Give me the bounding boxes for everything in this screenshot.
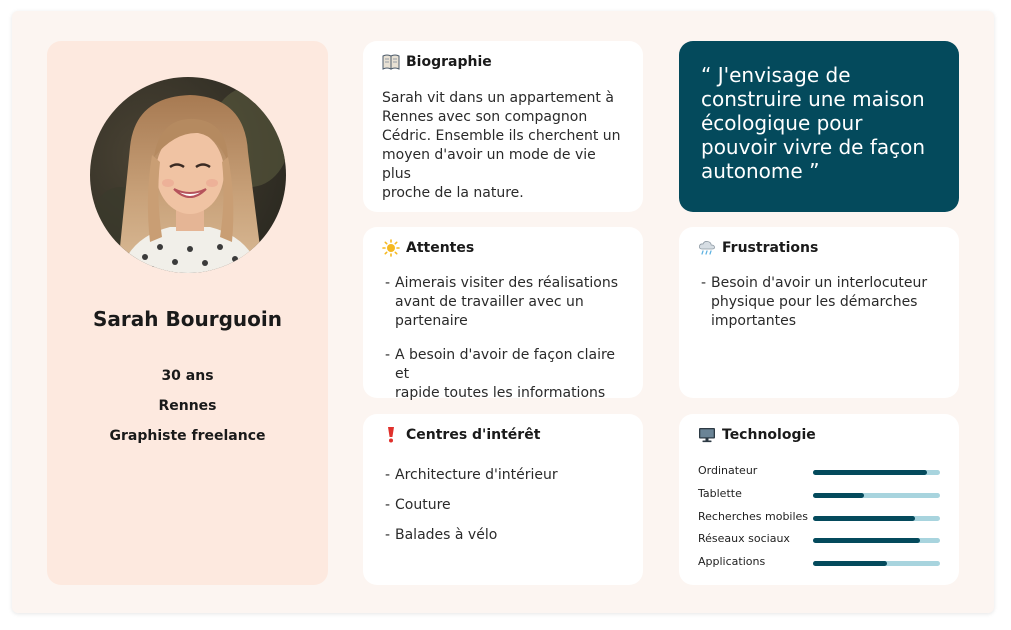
frustrations-heading xyxy=(698,239,818,257)
biography-card xyxy=(363,41,643,212)
technology-row xyxy=(698,532,941,548)
interests-title: Centres d'intérêt xyxy=(406,427,541,443)
avatar xyxy=(90,77,286,273)
quote-text xyxy=(701,63,945,183)
technology-title: Technologie xyxy=(722,427,816,443)
technology-bar-track xyxy=(813,516,940,521)
frustrations-card xyxy=(679,227,959,398)
frustrations-list xyxy=(698,274,945,331)
profile-card xyxy=(47,41,328,585)
list-item-line: physique pour les démarches xyxy=(711,294,918,310)
desktop-computer-icon xyxy=(698,426,716,444)
list-item-line: - Aimerais visiter des réalisations xyxy=(395,275,619,291)
profile-photo xyxy=(90,77,286,273)
biography-line: moyen d'avoir un mode de vie plus xyxy=(382,147,596,182)
book-icon xyxy=(382,53,400,71)
cloud-rain-icon xyxy=(698,239,716,257)
list-item: - Couture xyxy=(382,496,629,515)
list-item xyxy=(382,274,629,331)
list-item-line: partenaire xyxy=(395,313,468,329)
biography-line: proche de la nature. xyxy=(382,185,524,201)
interests-card xyxy=(363,414,643,585)
technology-label: Ordinateur xyxy=(698,464,758,477)
person-age: 30 ans xyxy=(161,368,214,384)
sun-icon xyxy=(382,239,400,257)
list-item: - Balades à vélo xyxy=(382,526,629,545)
technology-bar-track xyxy=(813,538,940,543)
biography-line: Rennes avec son compagnon xyxy=(382,109,588,125)
biography-title: Biographie xyxy=(406,54,492,70)
technology-heading xyxy=(698,426,816,444)
list-item xyxy=(698,274,945,331)
technology-row xyxy=(698,555,941,571)
biography-heading xyxy=(382,53,492,71)
technology-label: Réseaux sociaux xyxy=(698,532,790,545)
person-city: Rennes xyxy=(158,398,217,414)
list-item-line: rapide toutes les informations xyxy=(395,385,606,401)
expectations-title: Attentes xyxy=(406,240,475,256)
technology-card xyxy=(679,414,959,585)
quote-line: “ J'envisage de xyxy=(701,63,851,87)
expectations-card xyxy=(363,227,643,401)
person-name: Sarah Bourguoin xyxy=(93,307,282,331)
technology-row xyxy=(698,510,941,526)
quote-line: construire une maison xyxy=(701,87,925,111)
quote-card xyxy=(679,41,959,212)
exclamation-icon xyxy=(382,426,400,444)
technology-bar-fill xyxy=(813,470,927,475)
list-item-line: - A besoin d'avoir de façon claire et xyxy=(395,347,616,382)
biography-text xyxy=(382,89,629,203)
quote-line: autonome ” xyxy=(701,159,820,183)
technology-bar-fill xyxy=(813,538,920,543)
technology-bar-fill xyxy=(813,493,864,498)
technology-bar-fill xyxy=(813,561,887,566)
list-item-line: - Besoin d'avoir un interlocuteur xyxy=(711,275,928,291)
technology-bar-track xyxy=(813,561,940,566)
technology-row xyxy=(698,487,941,503)
technology-label: Recherches mobiles xyxy=(698,510,809,523)
list-item-line: avant de travailler avec un xyxy=(395,294,584,310)
technology-row xyxy=(698,464,941,480)
list-item xyxy=(382,346,629,403)
list-item: - Architecture d'intérieur xyxy=(382,466,629,485)
interests-list xyxy=(382,466,629,545)
technology-bar-fill xyxy=(813,516,915,521)
quote-line: écologique pour xyxy=(701,111,863,135)
biography-line: Cédric. Ensemble ils cherchent un xyxy=(382,128,621,144)
list-item-line: importantes xyxy=(711,313,797,329)
person-job: Graphiste freelance xyxy=(109,428,266,444)
expectations-heading xyxy=(382,239,474,257)
quote-line: pouvoir vivre de façon xyxy=(701,135,926,159)
interests-heading xyxy=(382,426,540,444)
expectations-list xyxy=(382,274,629,403)
frustrations-title: Frustrations xyxy=(722,240,819,256)
technology-label: Applications xyxy=(698,555,766,568)
technology-bar-track xyxy=(813,493,940,498)
technology-label: Tablette xyxy=(698,487,742,500)
technology-bar-track xyxy=(813,470,940,475)
biography-line: Sarah vit dans un appartement à xyxy=(382,90,614,106)
